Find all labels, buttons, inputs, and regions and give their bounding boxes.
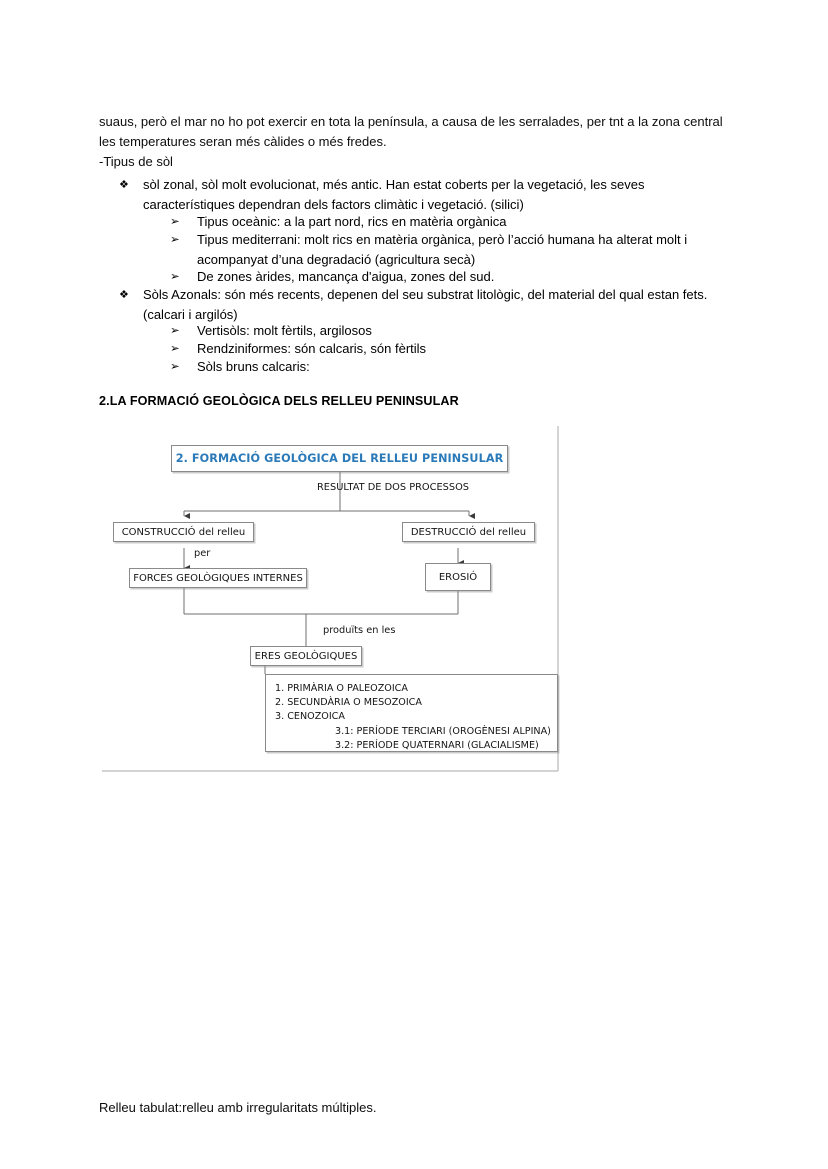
box-destruccio: DESTRUCCIÓ del relleu xyxy=(402,522,535,542)
arrow-bullet-icon: ➢ xyxy=(170,325,180,337)
arrow-bullet-icon: ➢ xyxy=(170,216,180,228)
list-item-label: Sòls bruns calcaris: xyxy=(197,359,310,374)
box-forces-geologiques-internes: FORCES GEOLÒGIQUES INTERNES xyxy=(129,568,307,588)
section-heading: 2.LA FORMACIÓ GEOLÒGICA DELS RELLEU PENINSULAR xyxy=(99,394,459,408)
list-item xyxy=(170,339,740,359)
era-row: 3.1: PERÍODE TERCIARI (OROGÈNESI ALPINA) xyxy=(335,725,551,737)
arrow-bullet-icon: ➢ xyxy=(170,361,180,373)
box-eras-list xyxy=(265,674,558,752)
diamond-bullet-icon: ❖ xyxy=(119,289,129,301)
box-eres-geologiques: ERES GEOLÒGIQUES xyxy=(250,646,362,666)
list-item-label: Tipus oceànic: a la part nord, rics en matèria orgànica xyxy=(197,214,507,229)
label-per: per xyxy=(194,548,211,559)
list-item xyxy=(119,285,739,325)
era-row: 1. PRIMÀRIA O PALEOZOICA xyxy=(275,683,408,694)
arrow-bullet-icon: ➢ xyxy=(170,343,180,355)
list-item xyxy=(170,230,740,270)
list-item xyxy=(119,175,739,215)
list-item-label: Rendziniformes: són calcaris, són fèrtils xyxy=(197,341,427,356)
list-item-label: Vertisòls: molt fèrtils, argilosos xyxy=(197,323,372,338)
list-item xyxy=(170,212,740,232)
list-item xyxy=(170,267,740,287)
label-resultat-de-dos-processos: RESULTAT DE DOS PROCESSOS xyxy=(317,482,470,493)
arrow-bullet-icon: ➢ xyxy=(170,234,180,246)
list-item-label: De zones àrides, mancança d'aigua, zones del sud. xyxy=(197,269,495,284)
era-row: 2. SECUNDÀRIA O MESOZOICA xyxy=(275,697,422,709)
list-item xyxy=(170,357,740,377)
intro-paragraph: suaus, però el mar no ho pot exercir en tota la península, a causa de les serralades, per tnt a la zona central les temperatures seran més càlides o més fredes. xyxy=(99,114,723,149)
list-item-label: sòl zonal, sòl molt evolucionat, més antic. Han estat coberts per la vegetació, les seves característiques dependran dels factors climàtic i vegetació. (silici) xyxy=(143,177,645,212)
footer-note: Relleu tabulat:relleu amb irregularitats múltiples. xyxy=(99,1100,377,1115)
box-construccio: CONSTRUCCIÓ del relleu xyxy=(113,522,254,542)
era-row: 3. CENOZOICA xyxy=(275,711,345,723)
diagram-title-box: 2. FORMACIÓ GEOLÒGICA DEL RELLEU PENINSULAR xyxy=(171,445,508,472)
box-erosio: EROSIÓ xyxy=(425,563,491,591)
list-item-label: Sòls Azonals: són més recents, depenen del seu substrat litològic, del material del qual estan fets. (calcari i argilós) xyxy=(143,287,708,322)
diamond-bullet-icon: ❖ xyxy=(119,179,129,191)
list-item xyxy=(170,321,740,341)
list-item-label: Tipus mediterrani: molt rics en matèria orgànica, però l’acció humana ha alterat molt i acompanyat d’una degradació (agricultura secà) xyxy=(197,232,688,267)
label-produits-en-les: produïts en les xyxy=(323,625,396,636)
tipus-de-sol-heading: -Tipus de sòl xyxy=(99,154,173,169)
arrow-bullet-icon: ➢ xyxy=(170,271,180,283)
geology-flowchart xyxy=(99,424,569,784)
era-row: 3.2: PERÍODE QUATERNARI (GLACIALISME) xyxy=(335,739,539,751)
